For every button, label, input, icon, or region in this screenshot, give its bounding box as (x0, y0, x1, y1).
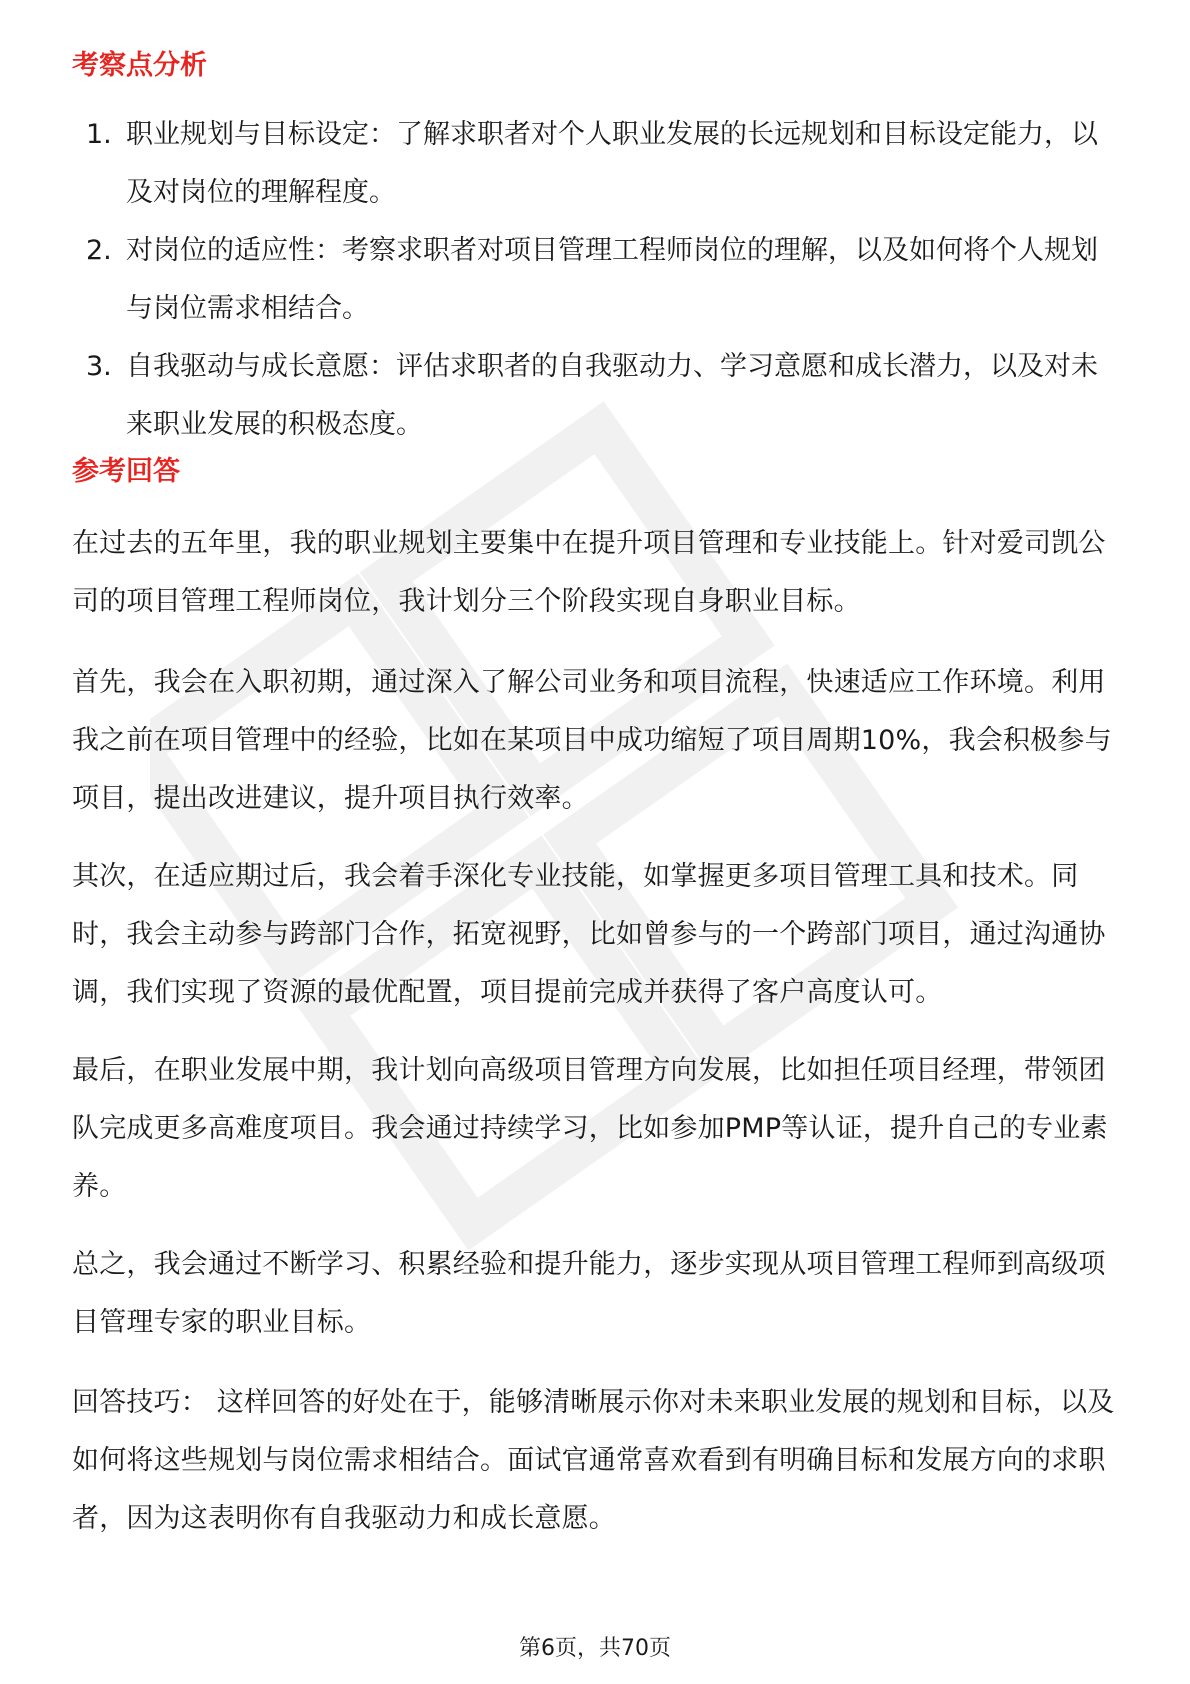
analysis-section-title: 考察点分析 (72, 50, 207, 81)
list-number: 2. (86, 235, 112, 266)
list-item-text: 自我驱动与成长意愿：评估求职者的自我驱动力、学习意愿和成长潜力，以及对未来职业发展的积极态度。 (126, 351, 1098, 440)
answer-paragraph: 总之，我会通过不断学习、积累经验和提升能力，逐步实现从项目管理工程师到高级项目管理专家的职业目标。 (72, 1249, 1106, 1338)
tips-paragraph: 回答技巧： 这样回答的好处在于，能够清晰展示你对未来职业发展的规划和目标，以及如何将这些规划与岗位需求相结合。面试官通常喜欢看到有明确目标和发展方向的求职者，因为这表明你有自我驱动力和成长意愿。 (72, 1387, 1115, 1534)
page-number: 第6页，共70页 (519, 1636, 671, 1661)
analysis-list (72, 106, 1122, 454)
list-number: 1. (86, 119, 112, 150)
answer-paragraph: 最后，在职业发展中期，我计划向高级项目管理方向发展，比如担任项目经理，带领团队完成更多高难度项目。我会通过持续学习，比如参加PMP等认证，提升自己的专业素养。 (72, 1055, 1108, 1202)
list-item (72, 222, 1122, 338)
answer-paragraph: 在过去的五年里，我的职业规划主要集中在提升项目管理和专业技能上。针对爱司凯公司的项目管理工程师岗位，我计划分三个阶段实现自身职业目标。 (72, 528, 1106, 617)
answer-paragraph: 其次，在适应期过后，我会着手深化专业技能，如掌握更多项目管理工具和技术。同时，我会主动参与跨部门合作，拓宽视野，比如曾参与的一个跨部门项目，通过沟通协调，我们实现了资源的最优配置，项目提前完成并获得了客户高度认可。 (72, 861, 1106, 1008)
list-item-text: 职业规划与目标设定：了解求职者对个人职业发展的长远规划和目标设定能力，以及对岗位的理解程度。 (126, 119, 1098, 208)
list-item (72, 106, 1122, 222)
answer-paragraph: 首先，我会在入职初期，通过深入了解公司业务和项目流程，快速适应工作环境。利用我之前在项目管理中的经验，比如在某项目中成功缩短了项目周期10%，我会积极参与项目，提出改进建议，提升项目执行效率。 (72, 667, 1112, 814)
answer-section-title: 参考回答 (72, 456, 180, 487)
list-item-text: 对岗位的适应性：考察求职者对项目管理工程师岗位的理解，以及如何将个人规划与岗位需求相结合。 (126, 235, 1098, 324)
list-item (72, 338, 1122, 454)
list-number: 3. (86, 351, 112, 382)
